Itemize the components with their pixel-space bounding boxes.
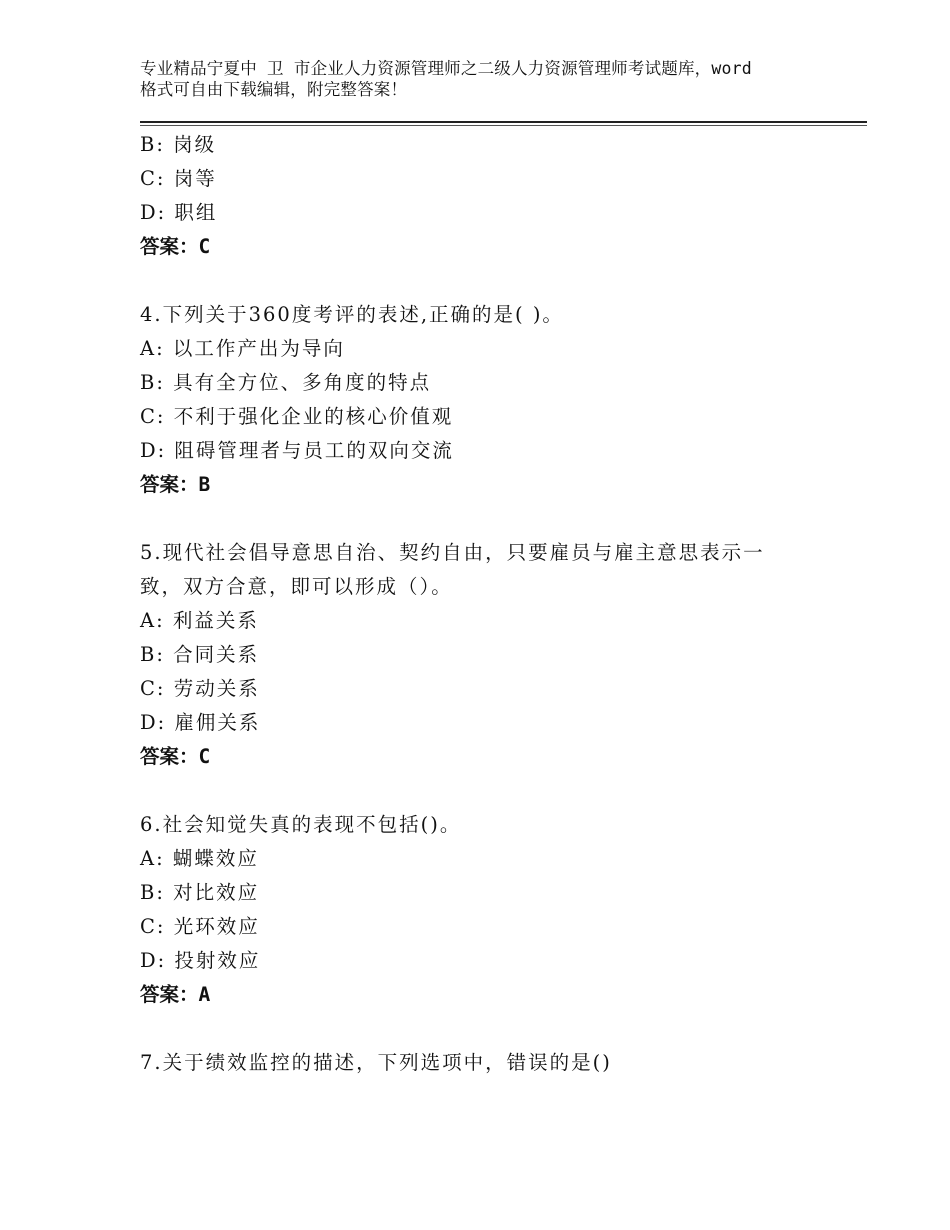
option-b: B: 具有全方位、多角度的特点 [140, 371, 432, 394]
option-d: D: 投射效应 [140, 949, 261, 972]
header-line-2: 格式可自由下载编辑，附完整答案！ [140, 80, 408, 99]
option-c: C: 不利于强化企业的核心价值观 [140, 405, 454, 428]
question-stem: 7.关于绩效监控的描述，下列选项中，错误的是() [140, 1051, 612, 1074]
option-b: B: 合同关系 [140, 643, 260, 666]
question-4 [140, 298, 840, 502]
question-list [140, 128, 840, 1080]
option-d: D: 职组 [140, 201, 218, 224]
question-stem: 6.社会知觉失真的表现不包括()。 [140, 813, 462, 836]
answer: 答案：B [140, 473, 211, 496]
header-rule-thin [140, 125, 867, 126]
answer: 答案：C [140, 235, 211, 258]
option-b: B: 岗级 [140, 133, 217, 156]
option-d: D: 雇佣关系 [140, 711, 261, 734]
option-b: B: 对比效应 [140, 881, 260, 904]
answer: 答案：C [140, 745, 211, 768]
header-line-1: 专业精品宁夏中 卫 市企业人力资源管理师之二级人力资源管理师考试题库，word [140, 59, 752, 78]
question-6 [140, 808, 840, 1012]
option-a: A: 以工作产出为导向 [140, 337, 345, 360]
question-stem: 4.下列关于360度考评的表述,正确的是( )。 [140, 303, 564, 326]
option-c: C: 劳动关系 [140, 677, 260, 700]
question-3 [140, 128, 840, 264]
header-rule-thick [140, 121, 867, 123]
answer: 答案：A [140, 983, 211, 1006]
question-5 [140, 536, 840, 774]
option-a: A: 利益关系 [140, 609, 259, 632]
option-c: C: 岗等 [140, 167, 217, 190]
option-a: A: 蝴蝶效应 [140, 847, 259, 870]
question-stem-line-1: 5.现代社会倡导意思自治、契约自由，只要雇员与雇主意思表示一 [140, 541, 765, 564]
question-7 [140, 1046, 840, 1080]
question-stem-line-2: 致，双方合意，即可以形成（）。 [140, 575, 453, 598]
document-header [140, 58, 830, 100]
option-c: C: 光环效应 [140, 915, 260, 938]
option-d: D: 阻碍管理者与员工的双向交流 [140, 439, 454, 462]
